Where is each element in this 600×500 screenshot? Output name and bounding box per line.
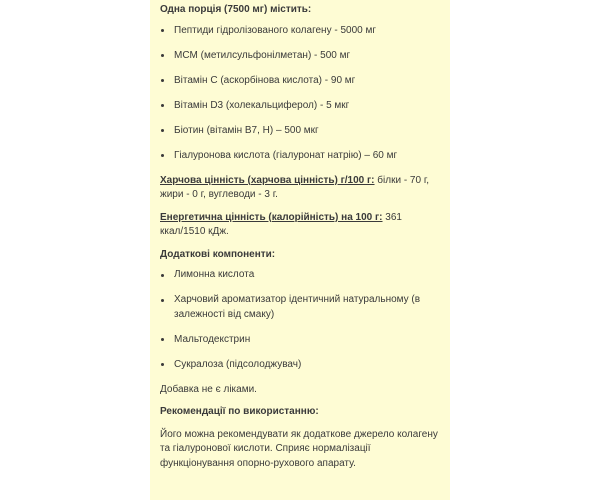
recommendations-heading: Рекомендації по використанню: <box>160 406 319 417</box>
serving-ingredients-list <box>160 24 442 164</box>
list-item: MCM (метилсульфонілметан) - 500 мг <box>160 49 442 64</box>
nutrition-values: білки - 70 г, жири - 0 г, вуглеводи - 3 г. <box>160 174 430 200</box>
serving-heading: Одна порція (7500 мг) містить: <box>160 4 312 15</box>
energy-label: Енергетична цінність (калорійність) на 100 г: <box>160 211 383 223</box>
list-item: Харчовий ароматизатор ідентичний натуральному (в залежності від смаку) <box>160 293 442 322</box>
list-item: Сукралоза (підсолоджувач) <box>160 358 442 373</box>
nutrition-label: Харчова цінність (харчова цінність) г/100 г: <box>160 174 375 186</box>
nutrition-paragraph <box>160 174 442 203</box>
list-item: Пептиди гідролізованого колагену - 5000 мг <box>160 24 442 39</box>
additional-heading: Додаткові компоненти: <box>160 248 276 260</box>
list-item: Біотин (вітамін В7, Н) – 500 мкг <box>160 124 442 139</box>
product-description-panel <box>150 0 450 500</box>
list-item: Вітамін С (аскорбінова кислота) - 90 мг <box>160 74 442 89</box>
energy-values: 361 ккал/1510 кДж. <box>160 211 402 237</box>
list-item: Мальтодекстрин <box>160 333 442 348</box>
not-medicine-note: Добавка не є ліками. <box>160 383 257 395</box>
additional-components-list <box>160 268 442 372</box>
list-item: Вітамін D3 (холекальциферол) - 5 мкг <box>160 99 442 114</box>
list-item: Гіалуронова кислота (гіалуронат натрію) – 60 мг <box>160 149 442 164</box>
list-item: Лимонна кислота <box>160 268 442 283</box>
energy-paragraph <box>160 211 442 240</box>
recommendations-text: Його можна рекомендувати як додаткове джерело колагену та гіалуронової кислоти. Сприяє нормалізації функціонування опорно-рухового апарату. <box>160 428 438 469</box>
